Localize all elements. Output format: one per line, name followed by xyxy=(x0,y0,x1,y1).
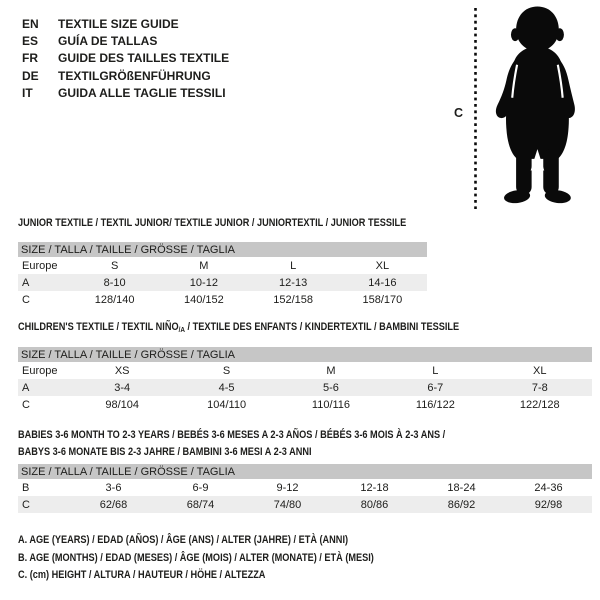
height-cell: 68/74 xyxy=(157,496,244,513)
height-cell: 116/122 xyxy=(415,398,455,411)
height-cell: 80/86 xyxy=(331,496,418,513)
language-code: EN xyxy=(22,16,39,31)
age-cell: 12-18 xyxy=(360,481,389,494)
children-title-subscript: /A xyxy=(178,325,185,334)
junior-table-title xyxy=(18,217,475,229)
age-cell: 5-6 xyxy=(279,379,383,396)
age-cell: 14-16 xyxy=(338,274,427,291)
height-cell: 104/110 xyxy=(207,398,247,411)
toddler-silhouette-icon xyxy=(487,5,584,206)
row-label: B xyxy=(22,481,30,494)
height-cell: 62/68 xyxy=(70,496,157,513)
legend-line-b xyxy=(18,550,437,568)
height-cell: 92/98 xyxy=(505,496,592,513)
table-row-europe xyxy=(18,362,592,379)
size-header-label: SIZE / TALLA / TAILLE / GRÖSSE / TAGLIA xyxy=(18,464,592,479)
row-label: Europe xyxy=(22,364,58,377)
language-row-it xyxy=(22,85,229,102)
size-cell: XL xyxy=(375,259,390,272)
row-label: A xyxy=(18,274,70,291)
table-row-europe xyxy=(18,257,427,274)
size-header-row xyxy=(18,242,427,257)
height-cell: 152/158 xyxy=(273,293,313,306)
age-cell: 9-12 xyxy=(276,481,299,494)
children-title-post: / TEXTILE DES ENFANTS / KINDERTEXTIL / BAMBINI TESSILE xyxy=(184,321,460,333)
row-label: Europe xyxy=(22,259,58,272)
age-cell: 18-24 xyxy=(447,481,476,494)
height-cell: 86/92 xyxy=(418,496,505,513)
babies-title-line2: BABYS 3-6 MONATE BIS 2-3 JAHRE / BAMBINI 3-6 MESI A 2-3 ANNI xyxy=(18,445,312,458)
size-cell: M xyxy=(326,364,336,377)
height-cell: 122/128 xyxy=(519,398,560,411)
legend xyxy=(18,532,437,585)
age-cell: 6-7 xyxy=(383,379,487,396)
row-label: C xyxy=(22,293,30,306)
size-cell: S xyxy=(222,364,231,377)
size-header-row xyxy=(18,464,592,479)
size-cell: L xyxy=(432,364,439,377)
table-row-height xyxy=(18,396,592,413)
size-header-row xyxy=(18,347,592,362)
language-code: FR xyxy=(22,51,38,66)
height-cell: 74/80 xyxy=(244,496,331,513)
legend-line-a xyxy=(18,532,437,550)
language-code: ES xyxy=(22,34,39,49)
size-cell: XS xyxy=(114,364,130,377)
height-measure-dotted-line-icon xyxy=(473,8,478,209)
table-row-height xyxy=(18,496,592,513)
table-row-age xyxy=(18,274,427,291)
babies-table-title xyxy=(18,427,521,460)
height-measure-label: C xyxy=(454,106,464,120)
language-title-list xyxy=(22,15,229,102)
row-label: A xyxy=(18,379,70,396)
language-row-es xyxy=(22,32,229,49)
row-label: C xyxy=(22,398,30,411)
language-code: IT xyxy=(22,86,33,101)
language-row-en xyxy=(22,15,229,32)
junior-table-title-text: JUNIOR TEXTILE / TEXTIL JUNIOR/ TEXTILE JUNIOR / JUNIORTEXTIL / JUNIOR TESSILE xyxy=(18,217,407,229)
language-row-de xyxy=(22,67,229,84)
height-cell: 140/152 xyxy=(183,293,224,306)
table-row-age xyxy=(18,379,592,396)
size-header-label: SIZE / TALLA / TAILLE / GRÖSSE / TAGLIA xyxy=(18,242,427,257)
children-title-pre: CHILDREN'S TEXTILE / TEXTIL NIÑO xyxy=(18,321,179,333)
legend-text-a: A. AGE (YEARS) / EDAD (AÑOS) / ÂGE (ANS) / ALTER (JAHRE) / ETÀ (ANNI) xyxy=(18,534,349,546)
age-cell: 8-10 xyxy=(70,274,159,291)
age-cell: 3-4 xyxy=(70,379,174,396)
age-cell: 12-13 xyxy=(249,274,338,291)
age-cell: 6-9 xyxy=(192,481,209,494)
table-row-height xyxy=(18,291,427,308)
age-cell: 3-6 xyxy=(105,481,122,494)
height-cell: 98/104 xyxy=(105,398,140,411)
legend-line-c xyxy=(18,567,437,585)
table-row-age-months xyxy=(18,479,592,496)
age-cell: 7-8 xyxy=(488,379,592,396)
height-cell: 110/116 xyxy=(311,398,351,411)
junior-size-table xyxy=(18,242,427,308)
size-cell: M xyxy=(199,259,209,272)
language-title: GUIDE DES TAILLES TEXTILE xyxy=(58,51,230,66)
size-header-label: SIZE / TALLA / TAILLE / GRÖSSE / TAGLIA xyxy=(18,347,592,362)
size-cell: XL xyxy=(533,364,547,377)
babies-size-table xyxy=(18,464,592,513)
babies-title-line1: BABIES 3-6 MONTH TO 2-3 YEARS / BEBÉS 3-6 MESES A 2-3 AÑOS / BÉBÉS 3-6 MOIS À 2-3 ANS / xyxy=(18,429,446,441)
age-cell: 4-5 xyxy=(174,379,278,396)
size-cell: S xyxy=(110,259,119,272)
row-label: C xyxy=(18,496,70,513)
size-cell: L xyxy=(290,259,297,272)
children-size-table xyxy=(18,347,592,413)
age-cell: 10-12 xyxy=(159,274,248,291)
language-title: TEXTILE SIZE GUIDE xyxy=(58,16,179,31)
language-title: GUÍA DE TALLAS xyxy=(58,34,158,49)
height-cell: 158/170 xyxy=(362,293,403,306)
language-row-fr xyxy=(22,50,229,67)
legend-text-c: C. (cm) HEIGHT / ALTURA / HAUTEUR / HÖHE / ALTEZZA xyxy=(18,569,266,581)
height-cell: 128/140 xyxy=(94,293,135,306)
language-title: GUIDA ALLE TAGLIE TESSILI xyxy=(58,86,226,101)
age-cell: 24-36 xyxy=(534,481,563,494)
legend-text-b: B. AGE (MONTHS) / EDAD (MESES) / ÂGE (MOIS) / ALTER (MONATE) / ETÀ (MESI) xyxy=(18,551,374,564)
language-title: TEXTILGRÖßENFÜHRUNG xyxy=(58,68,211,83)
children-table-title-text xyxy=(18,321,459,333)
language-code: DE xyxy=(22,68,39,83)
children-table-title xyxy=(18,321,537,333)
